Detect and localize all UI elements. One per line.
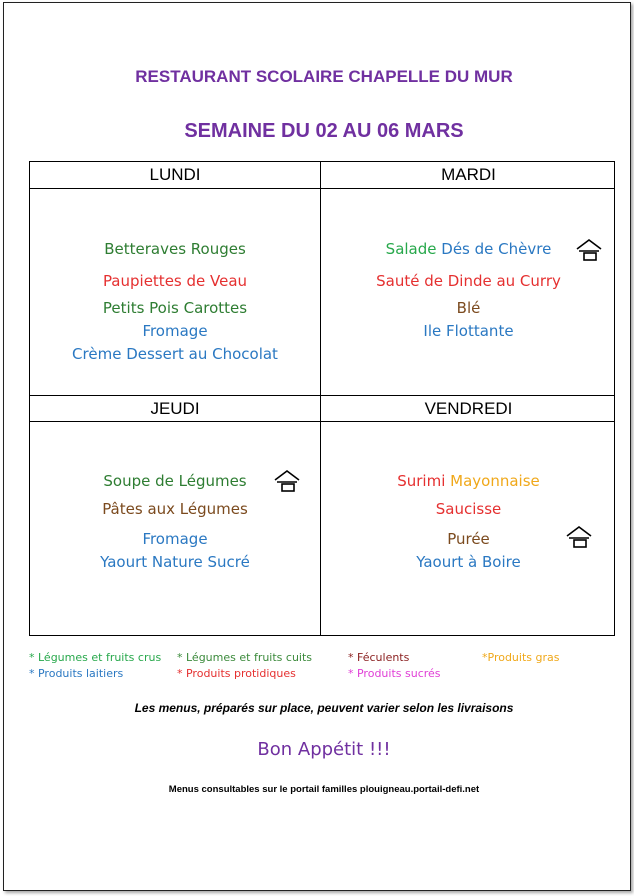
menu-item: Yaourt à Boire (416, 553, 521, 571)
menu-item: Crème Dessert au Chocolat (72, 345, 278, 363)
menu-item: Sauté de Dinde au Curry (376, 272, 561, 290)
menu-item: Pâtes aux Légumes (102, 500, 248, 518)
legend-sugar: * Produits sucrés (348, 667, 441, 680)
bon-appetit: Bon Appétit !!! (257, 739, 391, 760)
legend-fat: *Produits gras (482, 651, 560, 664)
menu-item: Purée (447, 530, 490, 548)
day-header-mardi: MARDI (441, 165, 496, 184)
menu-item (321, 240, 616, 258)
menu-item-part: Mayonnaise (450, 472, 540, 490)
menu-item: Blé (456, 299, 481, 317)
day-header-jeudi: JEUDI (150, 399, 200, 418)
menu-item-part: Surimi (397, 472, 446, 490)
legend-cooked: * Légumes et fruits cuits (177, 651, 313, 664)
legend-protein: * Produits protidiques (177, 667, 296, 680)
menu-grid (29, 161, 615, 636)
menu-page (3, 2, 631, 891)
menu-item: Petits Pois Carottes (102, 299, 248, 317)
menu-item-part: Dés de Chèvre (441, 240, 552, 258)
menu-item: Soupe de Légumes (103, 472, 247, 490)
menu-item: Paupiettes de Veau (102, 272, 248, 290)
menu-item: Fromage (142, 530, 208, 548)
menu-item: Ile Flottante (423, 322, 514, 340)
grid-divider (30, 188, 614, 189)
house-icon (565, 524, 593, 548)
day-header-lundi: LUNDI (149, 165, 201, 184)
week-title: SEMAINE DU 02 AU 06 MARS (184, 120, 464, 142)
menu-item-part: Salade (385, 240, 437, 258)
legend-raw: * Légumes et fruits crus (29, 651, 162, 664)
menu-item: Betteraves Rouges (104, 240, 246, 258)
house-icon (273, 468, 301, 492)
legend-starch: * Féculents (348, 651, 410, 664)
portal-info: Menus consultables sur le portail familles plouigneau.portail-defi.net (168, 784, 480, 795)
day-header-vendredi: VENDREDI (424, 399, 513, 418)
menu-item (321, 472, 616, 490)
menu-item: Fromage (142, 322, 208, 340)
supply-note: Les menus, préparés sur place, peuvent varier selon les livraisons (134, 701, 514, 715)
legend-dairy: * Produits laitiers (29, 667, 124, 680)
menu-item: Yaourt Nature Sucré (100, 553, 250, 571)
house-icon (575, 237, 603, 261)
menu-item: Saucisse (435, 500, 502, 518)
restaurant-title: RESTAURANT SCOLAIRE CHAPELLE DU MUR (135, 67, 513, 86)
